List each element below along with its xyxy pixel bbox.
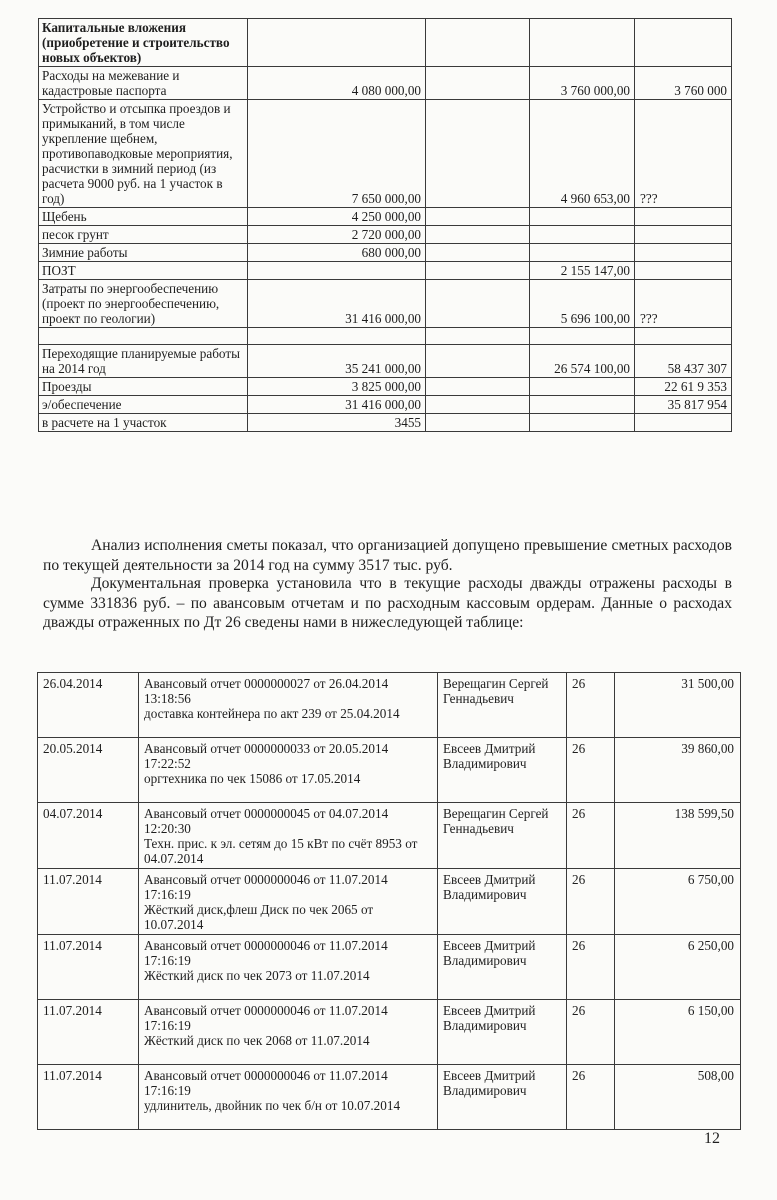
budget-row-label: в расчете на 1 участок [39,414,248,432]
ledger-row [38,673,741,738]
ledger-amount-cell: 6 750,00 [615,869,741,935]
ledger-person-cell: Верещагин Сергей Геннадьевич [438,803,567,869]
ledger-document-cell [139,1000,438,1065]
duplicate-expenses-table [37,672,741,1130]
ledger-document-ref: Авансовый отчет 0000000033 от 20.05.2014 17:22:52 [144,741,389,771]
budget-row-label: Капитальные вложения (приобретение и строительство новых объектов) [39,19,248,67]
ledger-person-cell: Евсеев Дмитрий Владимирович [438,1065,567,1130]
ledger-person-cell: Евсеев Дмитрий Владимирович [438,738,567,803]
ledger-document-ref: Авансовый отчет 0000000046 от 11.07.2014 17:16:19 [144,1068,388,1098]
budget-row-label: Затраты по энергообеспечению (проект по энергообеспечению, проект по геологии) [39,280,248,328]
ledger-amount-cell: 31 500,00 [615,673,741,738]
budget-col4-cell: 58 437 307 [635,345,732,378]
ledger-date-cell: 11.07.2014 [38,935,139,1000]
budget-col2-cell [426,244,530,262]
budget-actual-cell: 4 960 653,00 [530,100,635,208]
budget-actual-cell: 26 574 100,00 [530,345,635,378]
budget-row [39,280,732,328]
ledger-document-ref: Авансовый отчет 0000000046 от 11.07.2014 17:16:19 [144,1003,388,1033]
budget-col4-cell [635,226,732,244]
budget-row-label: ПОЗТ [39,262,248,280]
budget-plan-cell [248,262,426,280]
budget-row [39,345,732,378]
ledger-date-cell: 04.07.2014 [38,803,139,869]
budget-col4-cell [635,414,732,432]
budget-plan-cell: 31 416 000,00 [248,280,426,328]
budget-row-label: Зимние работы [39,244,248,262]
budget-row [39,226,732,244]
budget-actual-cell [530,19,635,67]
ledger-amount-cell: 508,00 [615,1065,741,1130]
budget-actual-cell [530,244,635,262]
budget-actual-cell [530,396,635,414]
budget-col2-cell [426,208,530,226]
budget-row [39,19,732,67]
budget-actual-cell: 2 155 147,00 [530,262,635,280]
budget-col4-cell [635,208,732,226]
ledger-account-cell: 26 [567,1065,615,1130]
ledger-description: Техн. прис. к эл. сетям до 15 кВт по счёт 8953 от 04.07.2014 [144,836,418,866]
ledger-document-cell [139,738,438,803]
budget-row [39,100,732,208]
budget-row-label [39,328,248,345]
ledger-description: оргтехника по чек 15086 от 17.05.2014 [144,771,361,786]
budget-col2-cell [426,67,530,100]
budget-row-label: песок грунт [39,226,248,244]
budget-row-label: Переходящие планируемые работы на 2014 год [39,345,248,378]
budget-actual-cell [530,414,635,432]
budget-col4-cell [635,262,732,280]
budget-row [39,414,732,432]
budget-actual-cell [530,226,635,244]
budget-actual-cell [530,328,635,345]
budget-row [39,67,732,100]
budget-col2-cell [426,19,530,67]
budget-col4-cell: 22 61 9 353 [635,378,732,396]
budget-plan-cell: 35 241 000,00 [248,345,426,378]
budget-col4-cell [635,328,732,345]
budget-col2-cell [426,226,530,244]
budget-col2-cell [426,414,530,432]
ledger-document-ref: Авансовый отчет 0000000027 от 26.04.2014 13:18:56 [144,676,389,706]
budget-col2-cell [426,328,530,345]
budget-row-label: Устройство и отсыпка проездов и примыканий, в том числе укрепление щебнем, противопаводковые мероприятия, расчистки в зимний период (из расчета 9000 руб. на 1 участок в год) [39,100,248,208]
budget-col2-cell [426,262,530,280]
budget-row [39,378,732,396]
budget-plan-cell: 4 080 000,00 [248,67,426,100]
ledger-amount-cell: 138 599,50 [615,803,741,869]
audit-paragraph: Документальная проверка установила что в текущие расходы дважды отражены расходы в сумме 331836 руб. – по авансовым отчетам и по расходным кассовым ордерам. Данные о расходах дважды отраженных по Дт 26 сведены нами в нижеследующей таблице: [43,575,732,631]
ledger-date-cell: 26.04.2014 [38,673,139,738]
ledger-description: удлинитель, двойник по чек б/н от 10.07.2014 [144,1098,401,1113]
ledger-date-cell: 11.07.2014 [38,1000,139,1065]
budget-plan-cell: 3455 [248,414,426,432]
ledger-document-ref: Авансовый отчет 0000000045 от 04.07.2014 12:20:30 [144,806,389,836]
ledger-row [38,1000,741,1065]
ledger-description: Жёсткий диск по чек 2073 от 11.07.2014 [144,968,370,983]
budget-actual-cell [530,208,635,226]
ledger-account-cell: 26 [567,803,615,869]
budget-actual-cell: 3 760 000,00 [530,67,635,100]
budget-row [39,208,732,226]
ledger-row [38,738,741,803]
budget-table [38,18,732,432]
ledger-account-cell: 26 [567,738,615,803]
budget-row-label: э/обеспечение [39,396,248,414]
budget-actual-cell: 5 696 100,00 [530,280,635,328]
ledger-account-cell: 26 [567,673,615,738]
budget-col4-cell: 3 760 000 [635,67,732,100]
ledger-date-cell: 20.05.2014 [38,738,139,803]
ledger-person-cell: Евсеев Дмитрий Владимирович [438,935,567,1000]
budget-row-label: Щебень [39,208,248,226]
ledger-amount-cell: 6 250,00 [615,935,741,1000]
ledger-person-cell: Евсеев Дмитрий Владимирович [438,1000,567,1065]
ledger-person-cell: Верещагин Сергей Геннадьевич [438,673,567,738]
budget-actual-cell [530,378,635,396]
budget-col2-cell [426,396,530,414]
ledger-document-ref: Авансовый отчет 0000000046 от 11.07.2014 17:16:19 [144,872,388,902]
ledger-person-cell: Евсеев Дмитрий Владимирович [438,869,567,935]
budget-row [39,396,732,414]
ledger-document-cell [139,869,438,935]
ledger-document-cell [139,1065,438,1130]
budget-col4-cell: ??? [635,100,732,208]
budget-plan-cell: 31 416 000,00 [248,396,426,414]
ledger-amount-cell: 6 150,00 [615,1000,741,1065]
ledger-account-cell: 26 [567,935,615,1000]
budget-col4-cell: 35 817 954 [635,396,732,414]
ledger-description: Жёсткий диск,флеш Диск по чек 2065 от 10.07.2014 [144,902,374,932]
page-number: 12 [704,1130,720,1147]
ledger-date-cell: 11.07.2014 [38,1065,139,1130]
budget-col2-cell [426,345,530,378]
budget-col2-cell [426,100,530,208]
budget-col4-cell [635,19,732,67]
ledger-account-cell: 26 [567,1000,615,1065]
budget-plan-cell: 680 000,00 [248,244,426,262]
ledger-row [38,935,741,1000]
ledger-description: доставка контейнера по акт 239 от 25.04.2014 [144,706,400,721]
budget-col2-cell [426,378,530,396]
ledger-document-ref: Авансовый отчет 0000000046 от 11.07.2014 17:16:19 [144,938,388,968]
ledger-row [38,869,741,935]
budget-plan-cell [248,19,426,67]
ledger-account-cell: 26 [567,869,615,935]
ledger-description: Жёсткий диск по чек 2068 от 11.07.2014 [144,1033,370,1048]
ledger-document-cell [139,935,438,1000]
ledger-document-cell [139,803,438,869]
ledger-date-cell: 11.07.2014 [38,869,139,935]
budget-plan-cell [248,328,426,345]
budget-row-empty [39,328,732,345]
ledger-document-cell [139,673,438,738]
ledger-row [38,803,741,869]
budget-col4-cell: ??? [635,280,732,328]
budget-col4-cell [635,244,732,262]
ledger-amount-cell: 39 860,00 [615,738,741,803]
budget-row [39,244,732,262]
budget-row-label: Проезды [39,378,248,396]
budget-plan-cell: 4 250 000,00 [248,208,426,226]
budget-plan-cell: 2 720 000,00 [248,226,426,244]
budget-plan-cell: 3 825 000,00 [248,378,426,396]
budget-plan-cell: 7 650 000,00 [248,100,426,208]
analysis-paragraph: Анализ исполнения сметы показал, что организацией допущено превышение сметных расходов по текущей деятельности за 2014 год на сумму 3517 тыс. руб. [43,537,732,574]
ledger-row [38,1065,741,1130]
budget-col2-cell [426,280,530,328]
budget-row-label: Расходы на межевание и кадастровые паспорта [39,67,248,100]
budget-row [39,262,732,280]
